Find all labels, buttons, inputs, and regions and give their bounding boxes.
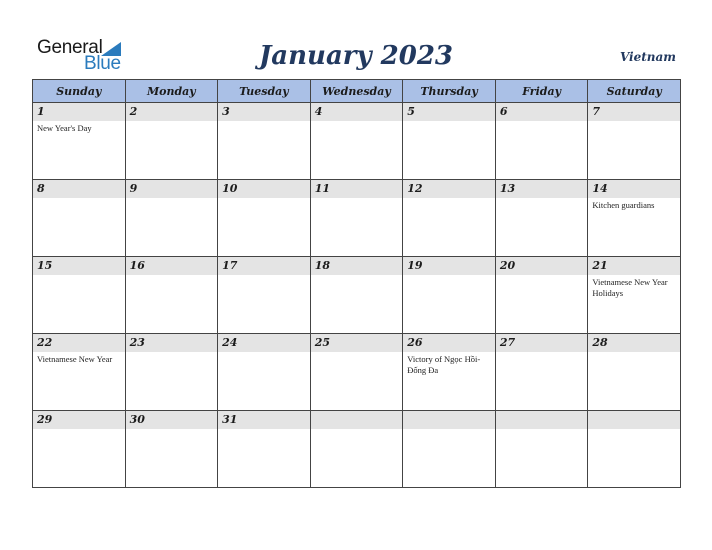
day-number — [496, 411, 588, 429]
week-row — [33, 334, 681, 411]
day-cell — [495, 180, 588, 257]
weekday-header: Sunday — [33, 80, 126, 103]
day-number: 27 — [496, 334, 588, 352]
holiday-label: Vietnamese New Year Holidays — [592, 277, 668, 298]
holiday-label — [218, 121, 310, 123]
holiday-label — [33, 429, 125, 431]
day-cell — [218, 180, 311, 257]
day-number: 21 — [588, 257, 680, 275]
calendar-title: January 2023 — [258, 41, 454, 71]
day-cell — [495, 411, 588, 488]
day-cell — [403, 334, 496, 411]
weekday-header-row — [33, 80, 681, 103]
week-row — [33, 180, 681, 257]
day-cell — [588, 103, 681, 180]
day-cell — [310, 180, 403, 257]
holiday-label — [126, 275, 218, 277]
day-number: 26 — [403, 334, 495, 352]
day-cell — [495, 103, 588, 180]
day-cell — [588, 411, 681, 488]
day-number: 4 — [311, 103, 403, 121]
day-cell — [125, 334, 218, 411]
holiday-label — [33, 198, 125, 200]
holiday-label — [496, 352, 588, 354]
day-number: 13 — [496, 180, 588, 198]
holiday-label — [218, 429, 310, 431]
day-number: 14 — [588, 180, 680, 198]
holiday-label — [588, 429, 680, 431]
day-number: 3 — [218, 103, 310, 121]
day-number: 20 — [496, 257, 588, 275]
day-number — [403, 411, 495, 429]
day-number: 30 — [126, 411, 218, 429]
holiday-label — [311, 429, 403, 431]
holiday-label — [218, 352, 310, 354]
day-number: 7 — [588, 103, 680, 121]
calendar-grid — [32, 79, 681, 488]
holiday-label — [33, 275, 125, 277]
day-cell — [588, 334, 681, 411]
day-cell — [218, 411, 311, 488]
day-number: 24 — [218, 334, 310, 352]
day-cell — [403, 411, 496, 488]
weekday-header: Friday — [495, 80, 588, 103]
day-number: 5 — [403, 103, 495, 121]
logo-word-blue: Blue — [84, 53, 121, 74]
day-number: 6 — [496, 103, 588, 121]
holiday-label — [496, 198, 588, 200]
holiday-label — [496, 429, 588, 431]
day-cell — [125, 257, 218, 334]
day-number: 31 — [218, 411, 310, 429]
week-row — [33, 257, 681, 334]
day-number: 29 — [33, 411, 125, 429]
day-number: 8 — [33, 180, 125, 198]
day-number — [311, 411, 403, 429]
day-number: 19 — [403, 257, 495, 275]
holiday-label — [311, 121, 403, 123]
holiday-label — [126, 121, 218, 123]
day-cell — [125, 180, 218, 257]
day-number: 10 — [218, 180, 310, 198]
logo-word-general: General — [37, 37, 103, 58]
holiday-label — [403, 275, 495, 277]
day-cell — [403, 103, 496, 180]
day-number — [588, 411, 680, 429]
holiday-label — [588, 121, 680, 123]
holiday-label — [218, 275, 310, 277]
holiday-label — [218, 198, 310, 200]
holiday-label — [588, 352, 680, 354]
holiday-label — [311, 198, 403, 200]
holiday-label — [126, 429, 218, 431]
holiday-label: Victory of Ngọc Hồi-Đống Đa — [407, 354, 481, 375]
day-cell — [310, 257, 403, 334]
day-cell — [310, 103, 403, 180]
day-cell — [310, 411, 403, 488]
week-row — [33, 411, 681, 488]
weekday-header: Saturday — [588, 80, 681, 103]
day-cell — [403, 180, 496, 257]
day-cell — [218, 257, 311, 334]
holiday-label: Kitchen guardians — [592, 200, 655, 210]
day-cell — [218, 103, 311, 180]
day-cell — [218, 334, 311, 411]
holiday-label — [403, 198, 495, 200]
holiday-label — [126, 352, 218, 354]
holiday-label — [496, 275, 588, 277]
day-number: 11 — [311, 180, 403, 198]
day-cell — [495, 334, 588, 411]
holiday-label — [496, 121, 588, 123]
day-cell — [33, 257, 126, 334]
week-row — [33, 103, 681, 180]
day-cell — [588, 180, 681, 257]
day-number: 22 — [33, 334, 125, 352]
day-number: 28 — [588, 334, 680, 352]
day-cell — [33, 103, 126, 180]
day-cell — [403, 257, 496, 334]
day-number: 23 — [126, 334, 218, 352]
day-number: 15 — [33, 257, 125, 275]
day-cell — [33, 411, 126, 488]
day-number: 12 — [403, 180, 495, 198]
day-cell — [33, 180, 126, 257]
day-cell — [125, 411, 218, 488]
day-cell — [33, 334, 126, 411]
day-number: 17 — [218, 257, 310, 275]
day-number: 25 — [311, 334, 403, 352]
day-cell — [125, 103, 218, 180]
holiday-label — [403, 121, 495, 123]
day-cell — [495, 257, 588, 334]
holiday-label — [126, 198, 218, 200]
day-cell — [310, 334, 403, 411]
holiday-label: Vietnamese New Year — [37, 354, 113, 364]
holiday-label — [403, 429, 495, 431]
day-number: 16 — [126, 257, 218, 275]
holiday-label: New Year's Day — [37, 123, 92, 133]
day-number: 18 — [311, 257, 403, 275]
day-number: 9 — [126, 180, 218, 198]
weekday-header: Wednesday — [310, 80, 403, 103]
weekday-header: Monday — [125, 80, 218, 103]
day-cell — [588, 257, 681, 334]
day-number: 2 — [126, 103, 218, 121]
holiday-label — [311, 352, 403, 354]
day-number: 1 — [33, 103, 125, 121]
holiday-label — [311, 275, 403, 277]
weekday-header: Tuesday — [218, 80, 311, 103]
country-label: Vietnam — [619, 50, 676, 64]
weekday-header: Thursday — [403, 80, 496, 103]
